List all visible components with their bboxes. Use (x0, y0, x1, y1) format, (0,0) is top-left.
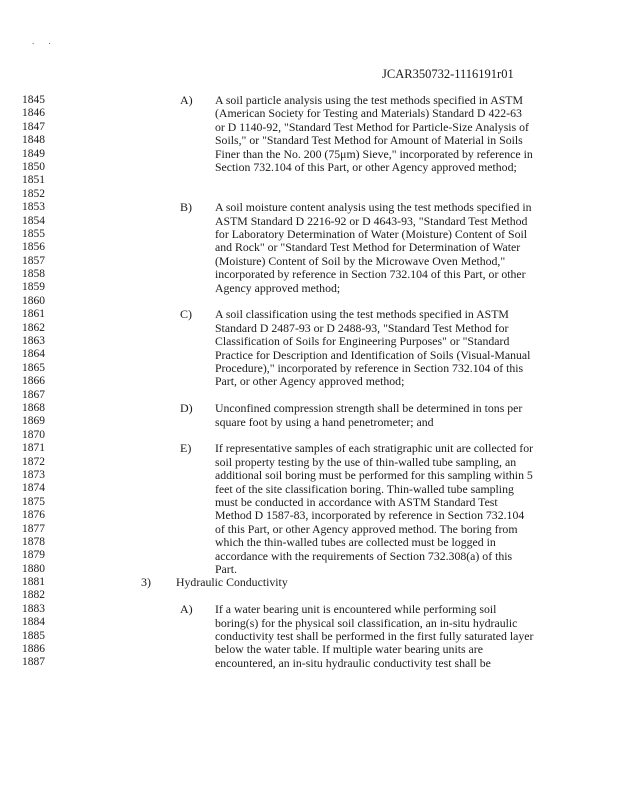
paragraph-line: A soil moisture content analysis using the test methods specified in (215, 200, 532, 215)
paragraph-line: A soil classification using the test methods specified in ASTM (215, 307, 509, 322)
line-number: 1885 (22, 629, 45, 642)
paragraph-line: square foot by using a hand penetrometer; and (215, 414, 434, 429)
line-number: 1846 (22, 107, 45, 120)
item-marker-e: E) (180, 441, 192, 456)
paragraph-line: A soil particle analysis using the test methods specified in ASTM (215, 93, 523, 107)
paragraph-line: Method D 1587-83, incorporated by reference in Section 732.104 (215, 508, 525, 523)
paragraph-line: Classification of Soils for Engineering Purposes" or "Standard (215, 334, 510, 349)
paragraph-line: conductivity test shall be performed in the first fully saturated layer (215, 628, 534, 643)
line-number: 1876 (22, 509, 45, 522)
paragraph-line: of this Part, or other Agency approved method. The boring from (215, 521, 518, 536)
line-number: 1857 (22, 254, 45, 267)
paragraph-line: Soils," or "Standard Test Method for Amount of Material in Soils (215, 133, 523, 148)
paragraph-a (215, 94, 547, 174)
paragraph-line: Standard D 2487-93 or D 2488-93, "Standard Test Method for (215, 320, 509, 335)
paragraph-line: soil property testing by the use of thin-walled tube sampling, an (215, 454, 517, 469)
line-number: 1884 (22, 616, 45, 629)
scan-marks: . . (32, 36, 57, 46)
line-number: 1863 (22, 335, 45, 348)
line-number: 1867 (22, 388, 45, 401)
section3-paragraph-a (215, 603, 547, 670)
paragraph-line: Agency approved method; (215, 280, 341, 295)
line-number: 1866 (22, 375, 45, 388)
line-number: 1869 (22, 415, 45, 428)
paragraph-line: additional soil boring must be performed for this sampling within 5 (215, 468, 533, 483)
document-id: JCAR350732-1116191r01 (382, 67, 514, 81)
line-number: 1877 (22, 522, 45, 535)
paragraph-line: Unconfined compression strength shall be determined in tons per (215, 401, 523, 416)
paragraph-line: for Laboratory Determination of Water (Moisture) Content of Soil (215, 226, 528, 241)
line-number: 1883 (22, 602, 45, 615)
item-marker-c: C) (180, 307, 192, 322)
line-number: 1882 (22, 589, 45, 602)
line-number: 1887 (22, 656, 45, 669)
line-number: 1868 (22, 401, 45, 414)
item-marker-d: D) (180, 401, 193, 416)
line-number: 1848 (22, 134, 45, 147)
line-number: 1875 (22, 495, 45, 508)
line-number: 1851 (22, 174, 45, 187)
section-number: 3) (141, 575, 151, 590)
paragraph-line: Part, or other Agency approved method; (215, 374, 405, 389)
line-number: 1850 (22, 160, 45, 173)
line-number: 1860 (22, 294, 45, 307)
line-number: 1865 (22, 361, 45, 374)
paragraph-line: Practice for Description and Identification of Soils (Visual-Manual (215, 347, 531, 362)
item-marker-a: A) (180, 93, 193, 107)
line-numbers (22, 94, 62, 670)
paragraph-line: (Moisture) Content of Soil by the Microwave Oven Method," (215, 253, 506, 268)
paragraph-line: (American Society for Testing and Materials) Standard D 422-63 (215, 106, 522, 121)
paragraph-line: accordance with the requirements of Section 732.308(a) of this (215, 548, 513, 563)
paragraph-line: If a water bearing unit is encountered while performing soil (215, 602, 497, 617)
line-number: 1859 (22, 281, 45, 294)
line-number: 1886 (22, 643, 45, 656)
paragraph-line: Procedure)," incorporated by reference in Section 732.104 of this (215, 360, 524, 375)
line-number: 1873 (22, 468, 45, 481)
paragraph-line: boring(s) for the physical soil classification, an in-situ hydraulic (215, 615, 518, 630)
paragraph-line: Section 732.104 of this Part, or other Agency approved method; (215, 159, 517, 174)
line-number: 1871 (22, 442, 45, 455)
line-number: 1864 (22, 348, 45, 361)
line-number: 1858 (22, 268, 45, 281)
paragraph-line: and Rock" or "Standard Test Method for Determination of Water (215, 240, 521, 255)
paragraph-c (215, 308, 547, 388)
line-number: 1881 (22, 576, 45, 589)
line-number: 1854 (22, 214, 45, 227)
paragraph-line: Finer than the No. 200 (75μm) Sieve," incorporated by reference in (215, 146, 533, 161)
line-number: 1849 (22, 147, 45, 160)
paragraph-line: Part. (215, 561, 237, 576)
paragraph-d (215, 402, 547, 429)
line-number: 1852 (22, 187, 45, 200)
line-number: 1879 (22, 549, 45, 562)
line-number: 1862 (22, 321, 45, 334)
line-number: 1847 (22, 120, 45, 133)
paragraph-b (215, 201, 547, 295)
paragraph-line: ASTM Standard D 2216-92 or D 4643-93, "Standard Test Method (215, 213, 528, 228)
paragraph-line: must be conducted in accordance with ASTM Standard Test (215, 494, 498, 509)
line-number: 1870 (22, 428, 45, 441)
paragraph-line: incorporated by reference in Section 732.104 of this Part, or other (215, 267, 526, 282)
line-number: 1845 (22, 94, 45, 106)
paragraph-line: feet of the site classification boring. Thin-walled tube sampling (215, 481, 514, 496)
section-heading: Hydraulic Conductivity (176, 575, 288, 590)
paragraph-line: or D 1140-92, "Standard Test Method for Particle-Size Analysis of (215, 119, 529, 134)
section3-item-marker-a: A) (180, 602, 193, 617)
line-number: 1856 (22, 241, 45, 254)
paragraph-line: encountered, an in-situ hydraulic conductivity test shall be (215, 655, 491, 670)
line-number: 1880 (22, 562, 45, 575)
paragraph-e (215, 442, 547, 576)
line-number: 1874 (22, 482, 45, 495)
line-number: 1861 (22, 308, 45, 321)
paragraph-line: If representative samples of each stratigraphic unit are collected for (215, 441, 534, 456)
line-number: 1855 (22, 227, 45, 240)
line-number: 1853 (22, 201, 45, 214)
paragraph-line: below the water table. If multiple water bearing units are (215, 642, 483, 657)
paragraph-line: which the thin-walled tubes are collected must be logged in (215, 535, 496, 550)
item-marker-b: B) (180, 200, 192, 215)
line-number: 1872 (22, 455, 45, 468)
line-number: 1878 (22, 535, 45, 548)
